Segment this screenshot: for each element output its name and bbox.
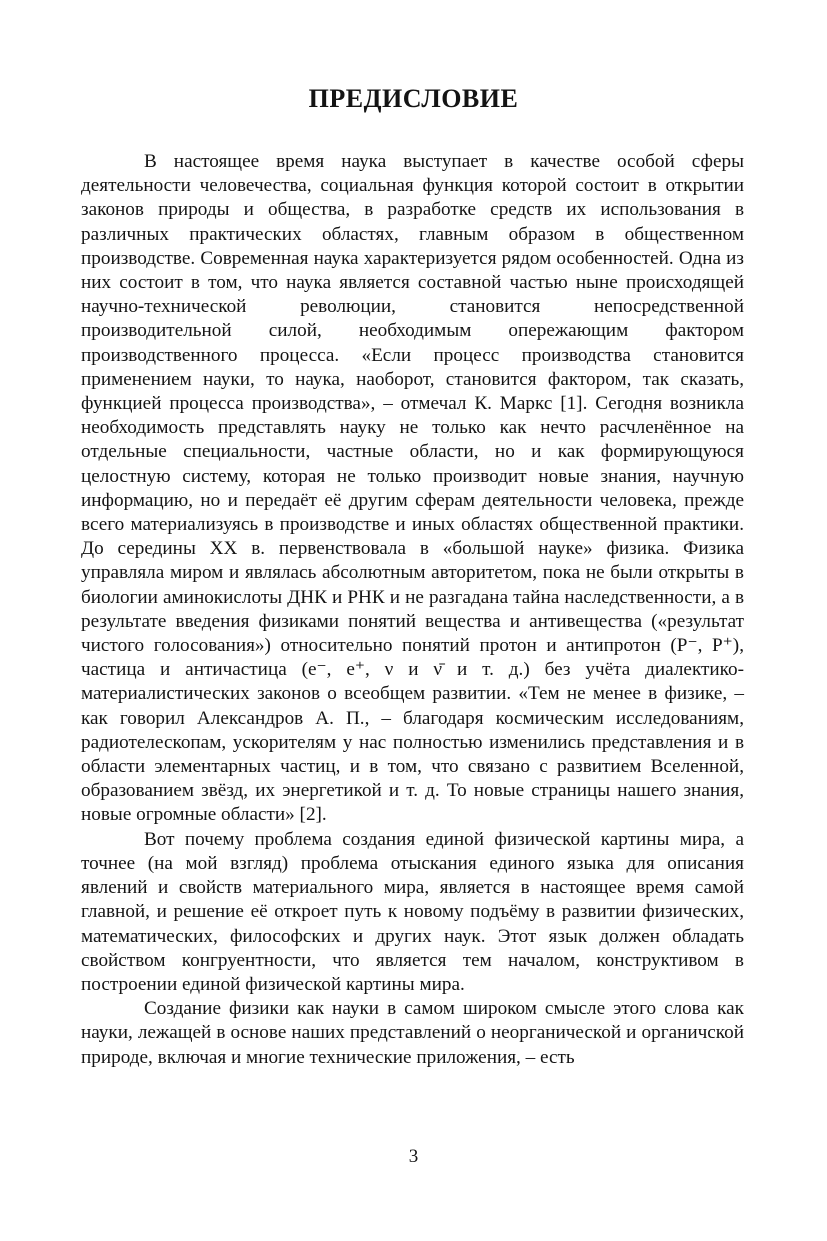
paragraph-2: Вот почему проблема создания единой физической картины мира, а точнее (на мой взгляд) проблема отыскания единого языка для описания явлений и свойств материального мира, является в настоящее время самой главной, и решение её откроет путь к новому подъёму в развитии физических, математических, философских и других наук. Этот язык должен обладать свойством конгруентности, что является тем началом, конструктивом в построении единой физической картины мира. — [81, 828, 744, 995]
document-body — [81, 150, 744, 1070]
page-number: 3 — [408, 1146, 419, 1167]
paragraph-1: В настоящее время наука выступает в качестве особой сферы деятельности человечества, социальная функция которой состоит в открытии законов природы и общества, в разработке средств их использования в различных практических областях, главным образом в общественном производстве. Современная наука характеризуется рядом особенностей. Одна из них состоит в том, что наука является составной частью ныне происходящей научно-технической революции, становится непосредственной производительной силой, необходимым опережающим фактором производственного процесса. «Если процесс производства становится применением науки, то наука, наоборот, становится фактором, так сказать, функцией процесса производства», – отмечал К. Маркс [1]. Сегодня возникла необходимость представлять науку не только как нечто расчленённое на отдельные специальности, частные области, но и как формирующуюся целостную систему, которая не только производит новые знания, научную информацию, но и передаёт её другим сферам деятельности человека, прежде всего материализуясь в производстве и иных областях общественной практики. До середины XX в. первенствовала в «большой науке» физика. Физика управляла миром и являлась абсолютным авторитетом, пока не были открыты в биологии аминокислоты ДНК и РНК и не разгадана тайна наследственности, а в результате введения физиками понятий вещества и антивещества («результат чистого голосования») относительно понятий протон и антипротон (P⁻, P⁺), частица и античастица (e⁻, e⁺, ν и ν̄ и т. д.) без учёта диалектико-материалистических законов о всеобщем развитии. «Тем не менее в физике, – как говорил Александров А. П., – благодаря космическим исследованиям, радиотелескопам, ускорителям у нас полностью изменились представления и в области элементарных частиц, и в том, что связано с развитием Вселенной, образованием звёзд, их энергетикой и т. д. То новые страницы нашего знания, новые огромные области» [2]. — [81, 151, 744, 826]
paragraph-3: Создание физики как науки в самом широком смысле этого слова как науки, лежащей в основе наших представлений о неорганической и органичской природе, включая и многие технические приложения, – есть — [81, 998, 744, 1068]
page-title: ПРЕДИСЛОВИЕ — [308, 84, 519, 113]
